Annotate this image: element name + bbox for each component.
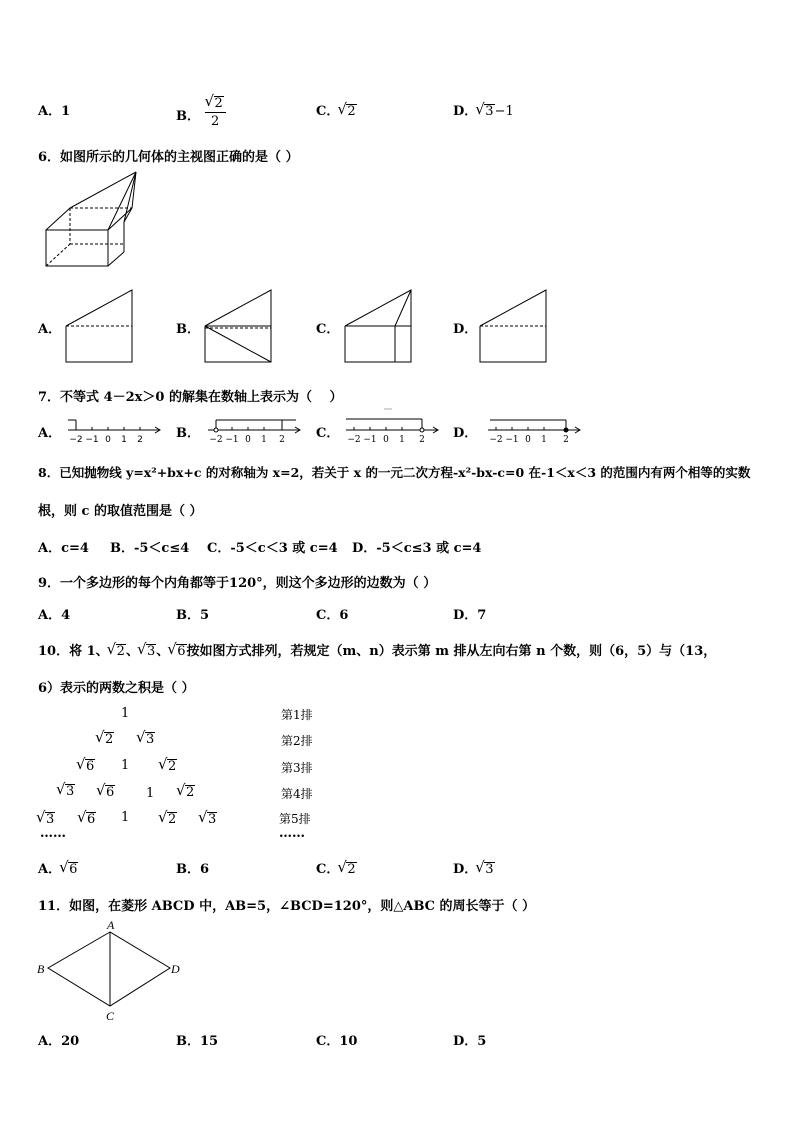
q5-option-b[interactable] bbox=[176, 96, 226, 133]
svg-text:2: 2 bbox=[563, 435, 569, 445]
q11-option-a[interactable]: A．20 bbox=[38, 1034, 80, 1049]
q7-numberline-d bbox=[486, 414, 586, 444]
q10-option-b[interactable]: B．6 bbox=[176, 862, 210, 877]
q6-option-b-figure bbox=[203, 288, 275, 364]
svg-text:−1: −1 bbox=[505, 435, 519, 445]
q10-radical-3: √ 3 bbox=[146, 644, 156, 659]
q5-option-b-letter: B． bbox=[176, 109, 200, 124]
q8-stem-line1: 8．已知抛物线 y=x²+bx+c 的对称轴为 x=2，若关于 x 的一元二次方程-x²-bx-c=0 在-1＜x＜3 的范围内有两个相等的实数 bbox=[38, 465, 751, 480]
q6-label-a[interactable]: A． bbox=[38, 322, 62, 337]
tri-cell: √ 6 bbox=[78, 759, 95, 774]
q7-numberline-a bbox=[66, 414, 166, 444]
q6-option-c-figure bbox=[343, 288, 415, 364]
q11-stem: 11．如图，在菱形 ABCD 中，AB=5，∠BCD=120°，则△ABC 的周长等于（ ） bbox=[38, 899, 536, 914]
tri-cell: √ 3 bbox=[38, 812, 55, 827]
q7-label-d[interactable]: D． bbox=[453, 426, 478, 441]
row-label: 第2排 bbox=[281, 734, 313, 748]
q9-stem: 9．一个多边形的每个内角都等于120°，则这个多边形的边数为（ ） bbox=[38, 576, 437, 591]
q6-option-a-figure bbox=[64, 288, 136, 364]
tick-label: −2 bbox=[69, 435, 83, 445]
q7-label-c[interactable]: C． bbox=[316, 426, 340, 441]
q10-stem-line2: 6）表示的两数之积是（ ） bbox=[38, 681, 195, 696]
svg-text:0: 0 bbox=[245, 435, 251, 445]
q9-option-c[interactable]: C．6 bbox=[316, 608, 349, 623]
tri-cell: √ 3 bbox=[138, 732, 155, 747]
q5-option-d-letter: D． bbox=[453, 104, 478, 119]
q5-option-c-letter: C． bbox=[316, 104, 340, 119]
point-label-a: A bbox=[107, 918, 115, 932]
q5-option-c[interactable] bbox=[316, 100, 357, 119]
q9-option-b[interactable]: B．5 bbox=[176, 608, 210, 623]
tri-cell: 1 bbox=[121, 758, 130, 773]
svg-text:0: 0 bbox=[525, 435, 531, 445]
svg-text:1: 1 bbox=[399, 435, 405, 445]
q9-option-d[interactable]: D．7 bbox=[453, 608, 487, 623]
q6-option-d-figure bbox=[478, 288, 550, 364]
q8-option-a[interactable]: A．c=4 bbox=[38, 541, 89, 556]
q10-radical-6: √ 6 bbox=[176, 644, 186, 659]
svg-text:−1: −1 bbox=[363, 435, 377, 445]
svg-text:−1: −1 bbox=[225, 435, 239, 445]
q8-option-c[interactable]: C．-5＜c＜3 或 c=4 bbox=[207, 541, 338, 556]
row-dots: …… bbox=[279, 826, 305, 841]
q7-label-b[interactable]: B． bbox=[176, 426, 200, 441]
q5-option-b-denominator: 2 bbox=[211, 114, 220, 129]
point-label-c: C bbox=[106, 1009, 115, 1023]
q9-option-a[interactable]: A．4 bbox=[38, 608, 71, 623]
q11-rhombus-figure bbox=[36, 918, 196, 1024]
tri-cell: √ 2 bbox=[178, 785, 195, 800]
q6-label-d[interactable]: D． bbox=[453, 322, 478, 337]
q6-solid-figure bbox=[40, 168, 150, 273]
q7-numberline-b bbox=[206, 414, 306, 444]
tri-dots: …… bbox=[40, 826, 66, 841]
q5-option-c-radical: √ 2 bbox=[346, 104, 356, 119]
q5-option-d-rest: −1 bbox=[494, 104, 514, 119]
q11-option-c[interactable]: C．10 bbox=[316, 1034, 358, 1049]
tri-cell: √ 6 bbox=[79, 812, 96, 827]
tri-cell: √ 3 bbox=[200, 812, 217, 827]
tri-cell: 1 bbox=[146, 786, 155, 801]
svg-text:−2: −2 bbox=[347, 435, 361, 445]
row-label: 第4排 bbox=[281, 787, 313, 801]
point-label-d: D bbox=[171, 962, 180, 976]
svg-text:−2: −2 bbox=[209, 435, 223, 445]
point-label-b: B bbox=[37, 962, 45, 976]
q8-option-d[interactable]: D．-5＜c≤3 或 c=4 bbox=[352, 541, 482, 556]
q11-option-d[interactable]: D．5 bbox=[453, 1034, 487, 1049]
tick-label: 1 bbox=[121, 435, 127, 445]
q11-option-b[interactable]: B．15 bbox=[176, 1034, 219, 1049]
q6-label-b[interactable]: B． bbox=[176, 322, 200, 337]
q5-option-b-fraction bbox=[205, 96, 226, 129]
svg-text:1: 1 bbox=[261, 435, 267, 445]
row-label: 第1排 bbox=[281, 708, 313, 722]
q10-option-d[interactable]: D．√ 3 bbox=[453, 858, 495, 877]
q7-stem: 7．不等式 4－2x＞0 的解集在数轴上表示为（ ） bbox=[38, 390, 343, 405]
svg-text:−2: −2 bbox=[489, 435, 503, 445]
tri-cell: √ 6 bbox=[98, 785, 115, 800]
row-label: 第3排 bbox=[281, 761, 313, 775]
q10-option-c[interactable]: C．√ 2 bbox=[316, 858, 357, 877]
q7-label-a[interactable]: A． bbox=[38, 426, 62, 441]
q6-stem: 6．如图所示的几何体的主视图正确的是（ ） bbox=[38, 150, 299, 165]
tick-label: 2 bbox=[137, 435, 143, 445]
q6-label-c[interactable]: C． bbox=[316, 322, 340, 337]
q5-option-a[interactable]: A．1 bbox=[38, 104, 71, 119]
tri-cell: 1 bbox=[121, 810, 130, 825]
q10-radical-2: √ 2 bbox=[116, 644, 126, 659]
tri-cell: √ 2 bbox=[97, 732, 114, 747]
q8-stem-line2: 根，则 c 的取值范围是（ ） bbox=[38, 504, 203, 519]
q10-stem-line1: 10．将 1、√ 2、√ 3、√ 6按如图方式排列，若规定（m、n）表示第 m 排从左向右第 n 个数，则（6，5）与（13， bbox=[38, 640, 716, 659]
tri-cell: 1 bbox=[121, 706, 130, 721]
q5-option-d-radical: √ 3 bbox=[484, 104, 494, 119]
svg-text:0: 0 bbox=[383, 435, 389, 445]
q8-option-b[interactable]: B．-5＜c≤4 bbox=[110, 541, 190, 556]
q10-option-a[interactable]: A．√ 6 bbox=[38, 858, 78, 877]
q7-numberline-c bbox=[344, 406, 444, 444]
svg-text:2: 2 bbox=[419, 435, 425, 445]
svg-text:1: 1 bbox=[541, 435, 547, 445]
tri-cell: √ 2 bbox=[160, 812, 177, 827]
tri-cell: √ 3 bbox=[58, 784, 75, 799]
svg-text:2: 2 bbox=[279, 435, 285, 445]
tick-label: −1 bbox=[85, 435, 99, 445]
q5-option-b-numerator: √ 2 bbox=[214, 96, 224, 111]
tri-cell: √ 2 bbox=[160, 759, 177, 774]
tick-label: 0 bbox=[105, 435, 111, 445]
q5-option-d[interactable] bbox=[453, 100, 514, 119]
row-label: 第5排 bbox=[279, 812, 311, 826]
